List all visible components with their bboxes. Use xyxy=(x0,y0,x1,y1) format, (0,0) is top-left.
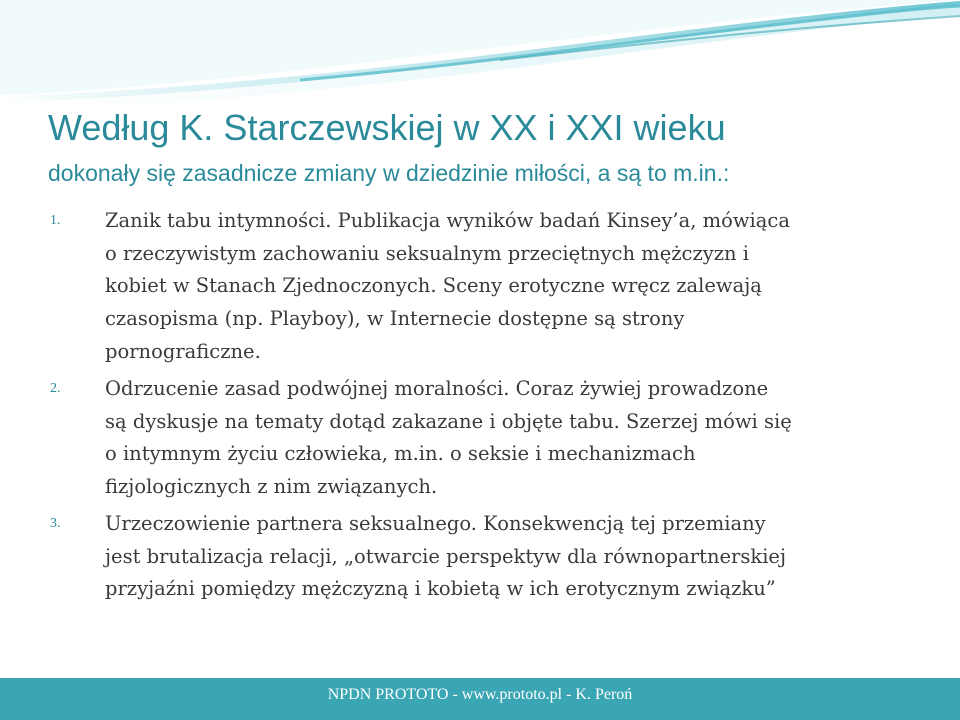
text-line: o intymnym życiu człowieka, m.in. o seksie i mechanizmach xyxy=(105,442,696,466)
text-line: Urzeczowienie partnera seksualnego. Konsekwencją tej przemiany xyxy=(105,512,766,535)
list-item-text xyxy=(105,373,915,504)
text-line: są dyskusje na tematy dotąd zakazane i objęte tabu. Szerzej mówi się xyxy=(105,409,792,433)
decorative-wave-graphic xyxy=(0,0,960,120)
text-line: jest brutalizacja relacji, „otwarcie perspektyw dla równopartnerskiej xyxy=(105,544,787,568)
list-item-text xyxy=(105,205,915,369)
text-line: pornograficzne. xyxy=(105,339,261,363)
list-item-text xyxy=(105,508,915,606)
text-line: Odrzucenie zasad podwójnej moralności. Coraz żywiej prowadzone xyxy=(105,377,769,400)
list-number: 2. xyxy=(50,381,61,396)
text-line: przyjaźni pomiędzy mężczyzną i kobietą w ich erotycznym związku” xyxy=(105,577,776,601)
list-number: 1. xyxy=(50,213,61,228)
slide-subtitle: dokonały się zasadnicze zmiany w dziedzinie miłości, a są to m.in.: xyxy=(48,160,730,186)
text-line: fizjologicznych z nim związanych. xyxy=(105,475,438,499)
footer-text: NPDN PROTOTO - www.prototo.pl - K. Peroń xyxy=(327,686,633,703)
text-line: Zanik tabu intymności. Publikacja wyników badań Kinsey’a, mówiąca xyxy=(105,209,790,232)
slide-title: Według K. Starczewskiej w XX i XXI wieku xyxy=(48,107,726,148)
text-line: czasopisma (np. Playboy), w Internecie dostępne są strony xyxy=(105,307,685,331)
list-number: 3. xyxy=(50,516,61,531)
text-line: kobiet w Stanach Zjednoczonych. Sceny erotyczne wręcz zalewają xyxy=(105,274,762,298)
text-line: o rzeczywistym zachowaniu seksualnym przeciętnych mężczyzn i xyxy=(105,241,749,265)
